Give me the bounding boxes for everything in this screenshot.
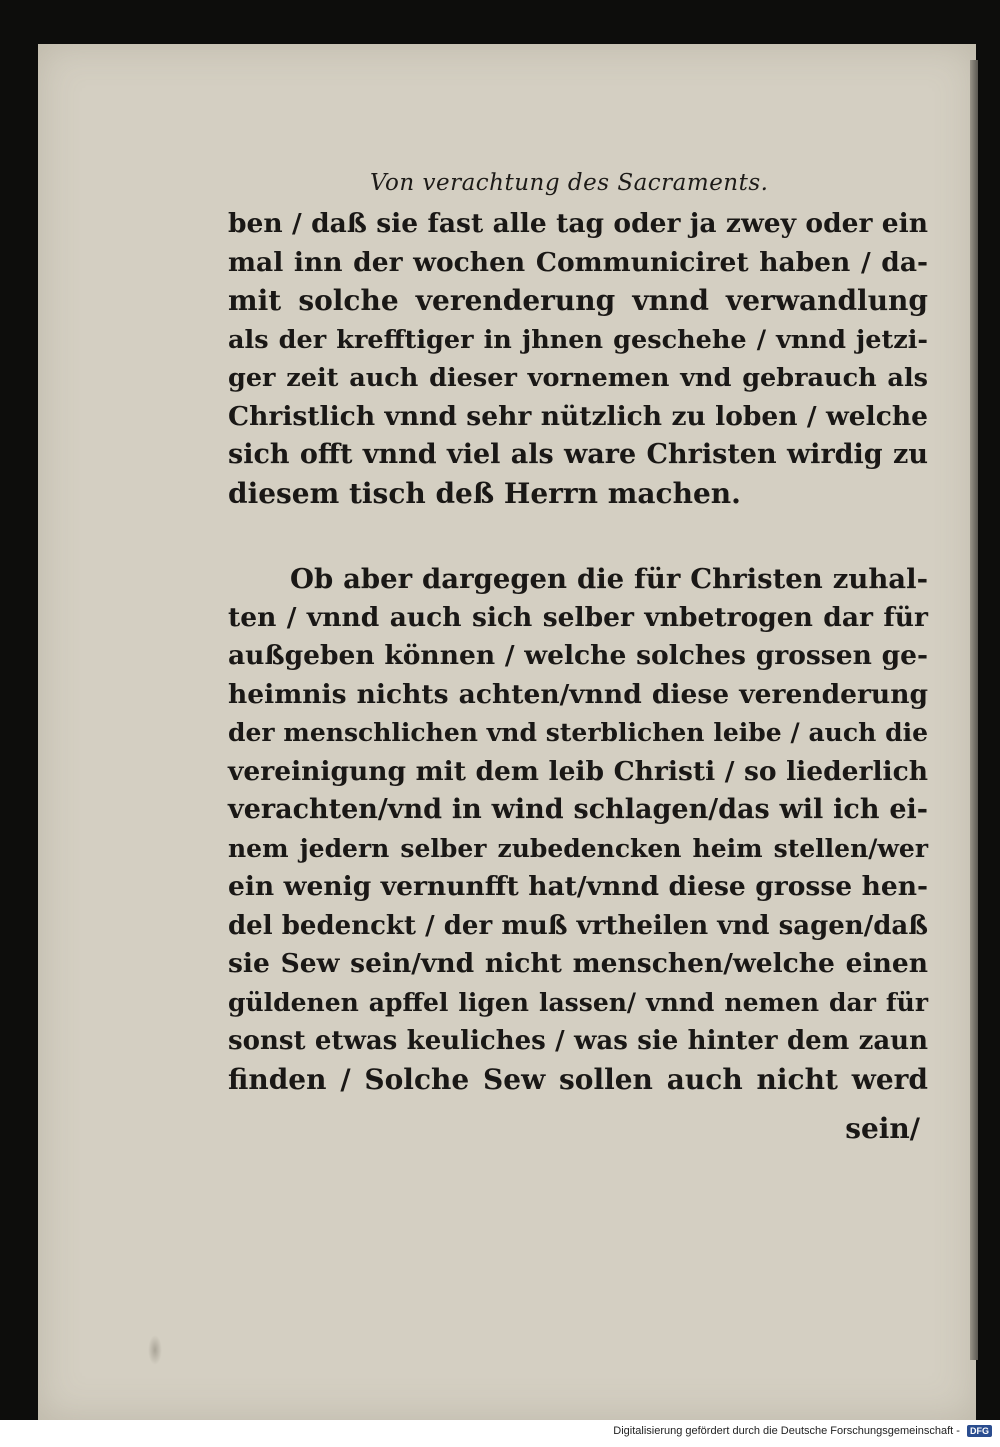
paragraph-1 bbox=[228, 205, 928, 513]
text-line: finden / Solche Sew sollen auch nicht werd bbox=[228, 1062, 928, 1096]
paragraph-2 bbox=[228, 560, 928, 1099]
ink-smudge bbox=[148, 1335, 162, 1365]
text-line: vereinigung mit dem leib Christi / so liederlich bbox=[228, 755, 928, 787]
text-line: güldenen apffel ligen lassen/ vnnd nemen dar für bbox=[228, 987, 928, 1017]
text-line: ein wenig vernunfft hat/vnnd diese grosse hen- bbox=[228, 871, 928, 902]
text-line: del bedenckt / der muß vrtheilen vnd sagen/daß bbox=[228, 910, 928, 941]
text-line: als der krefftiger in jhnen geschehe / vnnd jetzi- bbox=[228, 324, 928, 355]
text-line: ben / daß sie fast alle tag oder ja zwey oder ein bbox=[228, 208, 928, 239]
text-line: verachten/vnd in wind schlagen/das wil ich ei- bbox=[228, 794, 928, 825]
text-line: sonst etwas keuliches / was sie hinter dem zaun bbox=[228, 1026, 928, 1056]
page-edge bbox=[970, 60, 978, 1360]
footer-credit bbox=[0, 1425, 992, 1445]
text-line: Christlich vnnd sehr nützlich zu loben / welche bbox=[228, 400, 928, 432]
text-line: der menschlichen vnd sterblichen leibe / auch die bbox=[228, 718, 928, 747]
text-line: heimnis nichts achten/vnnd diese verenderung bbox=[228, 678, 928, 710]
text-line: Ob aber dargegen die für Christen zuhal- bbox=[290, 563, 928, 595]
text-line: diesem tisch deß Herrn machen. bbox=[228, 476, 741, 510]
running-title: Von verachtung des Sacraments. bbox=[370, 170, 769, 196]
text-line: mit solche verenderung vnnd verwandlung bbox=[228, 284, 928, 317]
text-line: ten / vnnd auch sich selber vnbetrogen dar für bbox=[228, 601, 928, 633]
dfg-logo-icon: DFG bbox=[967, 1425, 992, 1437]
catchword: sein/ bbox=[845, 1112, 920, 1145]
text-line: außgeben können / welche solches grossen ge- bbox=[228, 640, 928, 671]
text-line: sich offt vnnd viel als ware Christen wirdig zu bbox=[228, 439, 928, 470]
text-line: ger zeit auch dieser vornemen vnd gebrauch als bbox=[228, 363, 928, 393]
text-line: nem jedern selber zubedencken heim stellen/wer bbox=[228, 833, 928, 863]
text-line: sie Sew sein/vnd nicht menschen/welche einen bbox=[228, 948, 928, 979]
text-line: mal inn der wochen Communiciret haben / da- bbox=[228, 246, 928, 278]
funding-notice: Digitalisierung gefördert durch die Deutsche Forschungsgemeinschaft - bbox=[613, 1425, 960, 1438]
